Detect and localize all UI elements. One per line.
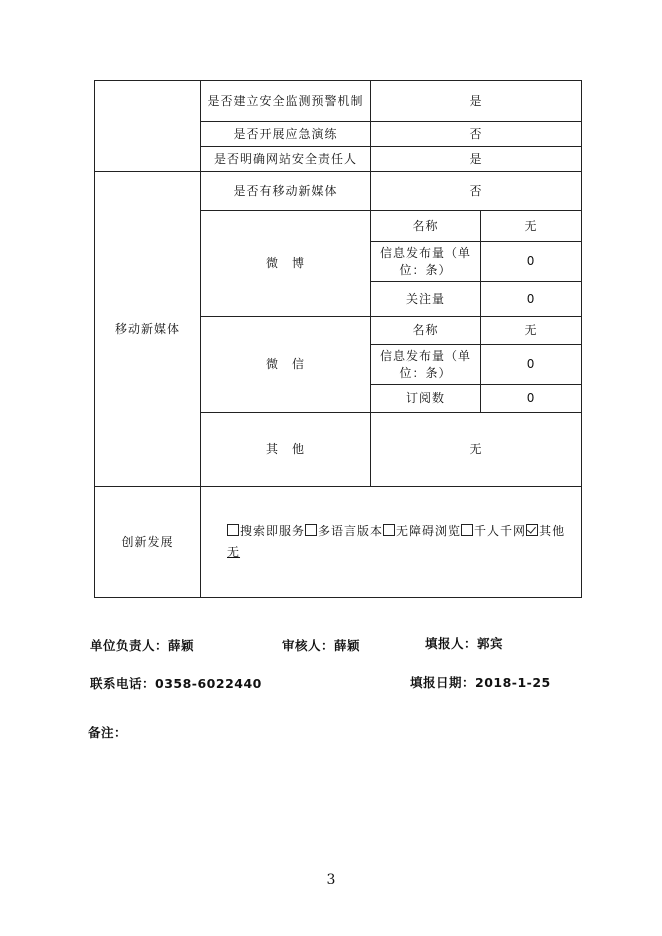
option-label: 其他 — [539, 524, 566, 538]
innovation-options-cell — [201, 487, 582, 598]
innovation-option-other[interactable] — [526, 524, 565, 538]
checkbox-multilang-icon[interactable] — [305, 524, 317, 536]
mobile-section-label: 移动新媒体 — [95, 172, 201, 487]
filler: 填报人：郭宾 — [425, 636, 504, 651]
option-label: 千人千网 — [474, 524, 527, 538]
innovation-other-value: 无 — [227, 545, 241, 559]
other-value: 无 — [371, 413, 582, 487]
checkbox-accessibility-icon[interactable] — [383, 524, 395, 536]
security-section-cell — [95, 81, 201, 172]
innovation-option-search[interactable] — [227, 524, 305, 538]
warning-mechanism-value: 是 — [371, 81, 582, 122]
emergency-drill-value: 否 — [371, 122, 582, 147]
site-responsible-value: 是 — [371, 147, 582, 172]
option-label: 无障碍浏览 — [396, 524, 462, 538]
warning-mechanism-label: 是否建立安全监测预警机制 — [201, 81, 371, 122]
innovation-label: 创新发展 — [95, 487, 201, 598]
checkbox-personalized-icon[interactable] — [461, 524, 473, 536]
innovation-option-personalized[interactable] — [461, 524, 526, 538]
remarks-label: 备注： — [88, 725, 128, 740]
weixin-subscribers-label: 订阅数 — [371, 385, 481, 413]
weibo-name-value: 无 — [481, 211, 582, 242]
has-mobile-label: 是否有移动新媒体 — [201, 172, 371, 211]
report-date: 填报日期：2018-1-25 — [410, 675, 551, 690]
unit-head: 单位负责人：薛颖 — [90, 638, 195, 653]
innovation-option-accessibility[interactable] — [383, 524, 461, 538]
has-mobile-value: 否 — [371, 172, 582, 211]
emergency-drill-label: 是否开展应急演练 — [201, 122, 371, 147]
weixin-subscribers-value: 0 — [481, 385, 582, 413]
option-label: 多语言版本 — [318, 524, 384, 538]
checkbox-search-icon[interactable] — [227, 524, 239, 536]
other-label: 其 他 — [201, 413, 371, 487]
option-label: 搜索即服务 — [240, 524, 306, 538]
weixin-name-value: 无 — [481, 317, 582, 345]
weibo-name-label: 名称 — [371, 211, 481, 242]
innovation-option-multilang[interactable] — [305, 524, 383, 538]
weixin-label: 微 信 — [201, 317, 371, 413]
reviewer: 审核人：薛颖 — [282, 638, 361, 653]
contact-phone: 联系电话：0358-6022440 — [90, 676, 262, 691]
weixin-name-label: 名称 — [371, 317, 481, 345]
checkbox-checked-icon[interactable] — [526, 524, 538, 536]
weibo-label: 微 博 — [201, 211, 371, 317]
page-number: 3 — [326, 872, 336, 888]
report-table — [94, 80, 582, 598]
weixin-posts-label: 信息发布量（单位：条） — [371, 345, 481, 385]
weixin-posts-value: 0 — [481, 345, 582, 385]
weibo-posts-label: 信息发布量（单位：条） — [371, 242, 481, 282]
weibo-posts-value: 0 — [481, 242, 582, 282]
site-responsible-label: 是否明确网站安全责任人 — [201, 147, 371, 172]
weibo-followers-value: 0 — [481, 282, 582, 317]
weibo-followers-label: 关注量 — [371, 282, 481, 317]
